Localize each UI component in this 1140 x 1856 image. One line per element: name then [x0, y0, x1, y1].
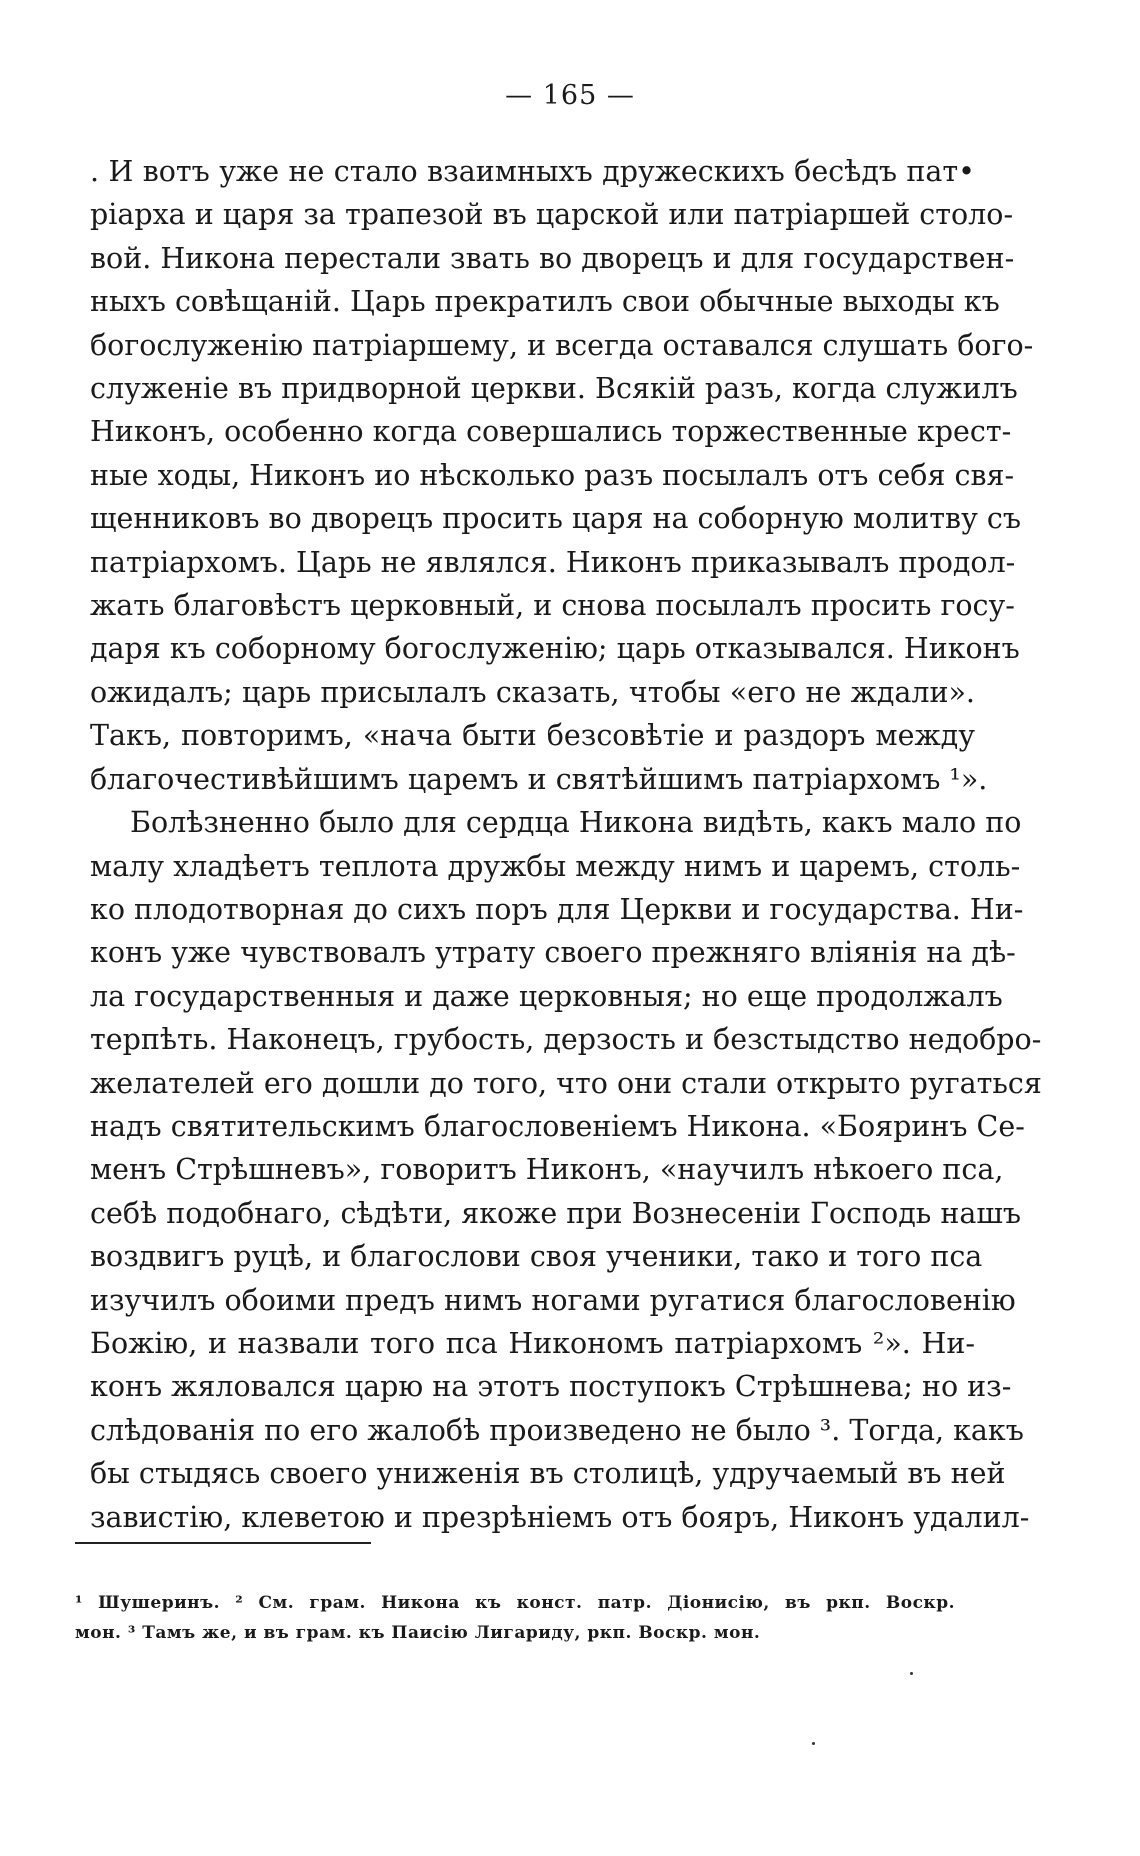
text-line: воздвигъ руцѣ, и благослови своя ученики, тако и того пса [90, 1240, 983, 1274]
text-line: щенниковъ во дворецъ просить царя на соборную молитву съ [90, 502, 1022, 536]
text-line: . И вотъ уже не стало взаимныхъ дружескихъ бесѣдъ пат• [90, 155, 975, 188]
text-line: жать благовѣстъ церковный, и снова посылалъ просить госу- [90, 589, 1015, 623]
text-line: богослуженію патріаршему, и всегда оставался слушать бого- [90, 328, 1034, 362]
text-line: Никонъ, особенно когда совершались торжественные крест- [90, 415, 1012, 449]
text-line: завистію, клеветою и презрѣніемъ отъ бояръ, Никонъ удалил- [90, 1500, 1030, 1534]
footnotes [75, 1588, 955, 1648]
text-line: себѣ подобнаго, сѣдѣти, якоже при Вознесеніи Господь нашъ [90, 1196, 1021, 1230]
text-line: вой. Никона перестали звать во дворецъ и для государствен- [90, 241, 1015, 275]
text-line: ріарха и царя за трапезой въ царской или патріаршей столо- [90, 198, 1014, 232]
text-line: конъ уже чувствовалъ утрату своего прежняго вліянія на дѣ- [90, 936, 1016, 970]
text-line: малу хладѣетъ теплота дружбы между нимъ и царемъ, столь- [90, 849, 1021, 883]
paragraph-1 [90, 150, 1034, 801]
footnote-line: мон. ³ Тамъ же, и въ грам. къ Паисію Лигариду, ркп. Воскр. мон. [75, 1623, 761, 1643]
text-line: патріархомъ. Царь не являлся. Никонъ приказывалъ продол- [90, 545, 1016, 579]
body-text [90, 150, 1042, 1539]
text-line: надъ святительскимъ благословеніемъ Никона. «Бояринъ Се- [90, 1109, 1025, 1143]
text-line: изучилъ обоими предъ нимъ ногами ругатися благословенію [90, 1283, 1016, 1317]
text-line: конъ жяловался царю на этотъ поступокъ Стрѣшнева; но из- [90, 1370, 1012, 1404]
text-line: Такъ, повторимъ, «нача быти безсовѣтіе и раздоръ между [90, 719, 975, 753]
text-line: благочестивѣйшимъ царемъ и святѣйшимъ патріархомъ ¹». [90, 762, 988, 796]
page-number: — 165 — [505, 80, 635, 111]
print-speck [812, 1742, 815, 1745]
footnote-line: ¹ Шушеринъ. ² См. грам. Никона къ конст. патр. Діонисію, въ ркп. Воскр. [75, 1593, 955, 1613]
text-line: бы стыдясь своего униженія въ столицѣ, удручаемый въ ней [90, 1457, 1006, 1491]
text-line: ные ходы, Никонъ ио нѣсколько разъ посылалъ отъ себя свя- [90, 458, 1015, 492]
text-line: Болѣзненно было для сердца Никона видѣть, какъ мало по [130, 806, 1022, 840]
text-line: Божію, и назвали того пса Никономъ патріархомъ ²». Ни- [90, 1326, 975, 1360]
text-line: ко плодотворная до сихъ поръ для Церкви и государства. Ни- [90, 892, 1024, 926]
text-line: желателей его дошли до того, что они стали открыто ругаться [90, 1066, 1042, 1100]
footnote-divider [75, 1542, 371, 1544]
text-line: даря къ соборному богослуженію; царь отказывался. Никонъ [90, 632, 1020, 666]
paragraph-2 [90, 801, 1042, 1539]
text-line: ожидалъ; царь присылалъ сказать, чтобы «его не ждали». [90, 675, 975, 709]
text-line: менъ Стрѣшневъ», говоритъ Никонъ, «научилъ нѣкоего пса, [90, 1153, 1004, 1187]
print-speck [910, 1672, 913, 1675]
text-line: ныхъ совѣщаній. Царь прекратилъ свои обычные выходы къ [90, 285, 1000, 319]
text-line: слѣдованія по его жалобѣ произведено не было ³. Тогда, какъ [90, 1413, 1024, 1447]
text-line: терпѣть. Наконецъ, грубость, дерзость и безстыдство недобро- [90, 1023, 1042, 1057]
text-line: служеніе въ придворной церкви. Всякій разъ, когда служилъ [90, 372, 1018, 406]
text-line: ла государственныя и даже церковныя; но еще продолжалъ [90, 979, 1003, 1013]
